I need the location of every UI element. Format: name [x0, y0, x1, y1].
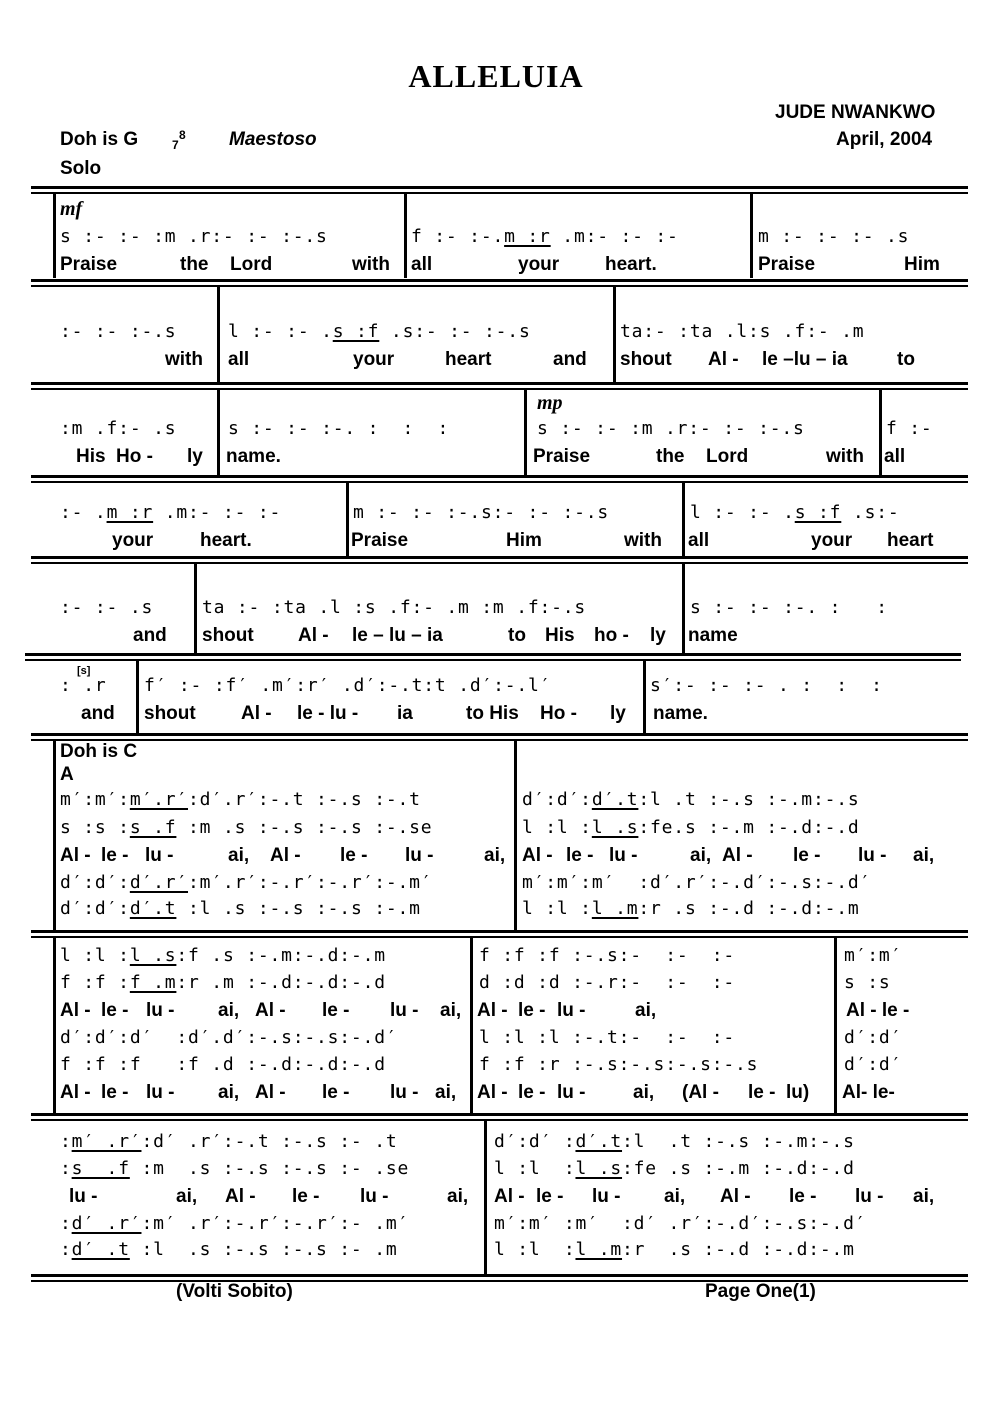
lyric: shout: [144, 703, 196, 724]
lyric: heart: [445, 349, 492, 370]
lyric: Praise: [60, 254, 118, 275]
solfa-line: [494, 1158, 855, 1180]
lyric: le -: [322, 1000, 350, 1021]
lyric: Al -: [477, 1082, 508, 1103]
lyric: Al -: [722, 845, 753, 866]
lyric: lu -: [69, 1186, 98, 1207]
solfa-slur: d′.t: [575, 1131, 623, 1152]
solfa-line: [522, 872, 871, 894]
lyric: shout: [202, 625, 254, 646]
solfa-seg: :d′ .r′:-.t :-.s :- .t: [141, 1131, 398, 1152]
solfa-slur: l .s: [129, 945, 177, 966]
solfa-seg: l :- :- .: [690, 502, 795, 523]
lyric: all: [411, 254, 433, 275]
solfa-seg: l :l :: [494, 1239, 576, 1260]
solfa-line: [60, 1158, 409, 1180]
lyric: lu -: [146, 1000, 175, 1021]
lyric: (Al -: [682, 1082, 719, 1103]
superscript-note: [s]: [77, 665, 91, 677]
lyric: Praise: [351, 530, 409, 551]
solfa-line: [228, 321, 531, 343]
lyric: heart.: [200, 530, 252, 551]
solfa-line: [60, 1131, 397, 1153]
lyric: ia: [397, 703, 413, 724]
staff-rule: [31, 388, 968, 390]
bar-line: [194, 563, 197, 653]
solfa-line: f′ :- :f′ .m′:r′ .d′:-.t:t .d′:-.l′: [144, 675, 552, 696]
lyric: lu -: [146, 1082, 175, 1103]
lyric: name.: [653, 703, 708, 724]
lyric: to: [897, 349, 915, 370]
section-label: A: [60, 764, 74, 785]
lyric: Al -: [255, 1082, 286, 1103]
solfa-seg: .s:-: [841, 502, 900, 523]
bar-line: [514, 740, 517, 930]
lyric: Al -: [477, 1000, 508, 1021]
lyric: the: [656, 446, 685, 467]
bar-line: [834, 937, 837, 1113]
staff-rule: [31, 739, 968, 741]
lyric: lu -: [592, 1186, 621, 1207]
solfa-seg: :r .m :-.d:-.d:-.d: [176, 972, 386, 993]
key-change: Doh is C: [60, 741, 138, 762]
lyric: lu -: [405, 845, 434, 866]
solfa-line: ta :- :ta .l :s .f:- .m :m .f:-.s: [202, 597, 587, 618]
staff-rule: [25, 653, 961, 656]
dynamic-mp: mp: [537, 392, 563, 414]
solfa-line: :- :- .s: [60, 597, 154, 618]
lyric: Al -: [720, 1186, 751, 1207]
lyric: your: [811, 530, 853, 551]
lyric: Al -: [522, 845, 553, 866]
staff-rule: [31, 481, 968, 483]
lyric: ho -: [594, 625, 629, 646]
staff-rule: [31, 382, 968, 385]
staff-rule: [31, 1119, 968, 1121]
lyric: Al -: [270, 845, 301, 866]
lyric: ai,: [913, 1186, 935, 1207]
lyric: your: [353, 349, 395, 370]
lyric: Lord: [706, 446, 749, 467]
lyric: heart.: [605, 254, 657, 275]
lyric: ai,: [440, 1000, 462, 1021]
solfa-seg: d′:d′:: [60, 872, 130, 893]
lyric: ly: [650, 625, 666, 646]
solfa-line: [60, 817, 432, 839]
solfa-slur: m′.r′: [129, 789, 189, 810]
solfa-line: :- :- :-.s: [60, 321, 177, 342]
staff-rule: [31, 936, 968, 938]
lyric: le -: [101, 1000, 129, 1021]
lyric: and: [553, 349, 587, 370]
solfa-line: d :d :d :-.r:- :- :-: [479, 972, 736, 993]
solfa-seg: :l .s :-.s :-.s :-.m: [176, 898, 421, 919]
lyric: ai,: [228, 845, 250, 866]
solfa-line: d′:d′: [844, 1027, 903, 1048]
lyric: Al -: [60, 845, 91, 866]
lyric: shout: [620, 349, 672, 370]
bar-line: [682, 563, 685, 653]
lyric: His: [76, 446, 106, 467]
solfa-seg: d′:d′:: [60, 898, 130, 919]
solfa-line: [60, 1027, 397, 1049]
solfa-seg: m′:m′:m′ :d′.r′:-.d′:-.s:-.d′: [522, 872, 872, 893]
key-signature: Doh is G: [60, 129, 139, 150]
solfa-seg: :- .: [60, 502, 107, 523]
lyric: ai,: [218, 1000, 240, 1021]
solfa-seg: m′:m′:: [60, 789, 130, 810]
solfa-line: s :- :- :-. : :: [690, 597, 888, 618]
bar-line: [750, 193, 753, 278]
solfa-line: s′:- :- :- . : : :: [650, 675, 883, 696]
solfa-line: [60, 945, 386, 967]
solfa-slur: d′.r′: [129, 872, 189, 893]
bar-line: [524, 389, 527, 475]
lyric: lu -: [855, 1186, 884, 1207]
bar-line: [136, 660, 139, 734]
lyric: le -: [566, 845, 594, 866]
solfa-seg: d′:d′ :: [494, 1131, 576, 1152]
footer-volti: (Volti Sobito): [176, 1281, 293, 1302]
lyric: to: [508, 625, 526, 646]
solfa-slur: m′ .r′: [71, 1131, 142, 1152]
solfa-slur: s :f: [332, 321, 380, 342]
solfa-slur: s .f: [71, 1158, 130, 1179]
lyric: Him: [506, 530, 542, 551]
solfa-seg: m′:m′ :m′ :d′ .r′:-.d′:-.s:-.d′: [494, 1213, 867, 1234]
bar-line: [470, 937, 473, 1113]
lyric: Al - le -: [846, 1000, 910, 1021]
solfa-seg: l :l :: [522, 898, 592, 919]
time-sig-bottom: 7: [172, 138, 179, 152]
solfa-slur: d′ .r′: [71, 1213, 142, 1234]
solfa-slur: l .m: [575, 1239, 623, 1260]
lyric: le -: [748, 1082, 776, 1103]
lyric: your: [518, 254, 560, 275]
lyric: the: [180, 254, 209, 275]
lyric: His: [545, 625, 575, 646]
lyric: ai,: [435, 1082, 457, 1103]
solfa-seg: :fe.s :-.m :-.d:-.d: [638, 817, 860, 838]
staff-rule: [31, 285, 968, 287]
solfa-slur: s .f: [129, 817, 177, 838]
solfa-seg: :f .s :-.m:-.d:-.m: [176, 945, 386, 966]
lyric: with: [352, 254, 390, 275]
solfa-line: [494, 1131, 855, 1153]
staff-rule: [31, 192, 968, 194]
solfa-seg: :l .t :-.s :-.m:-.s: [622, 1131, 855, 1152]
solfa-line: f :-: [886, 418, 933, 439]
solfa-line: [60, 1054, 386, 1076]
solfa-line: :m .f:- .s: [60, 418, 177, 439]
solfa-line: [494, 1239, 855, 1261]
staff-rule: [31, 1280, 968, 1282]
time-sig-top: 8: [179, 128, 186, 142]
solfa-line: d′:d′: [844, 1054, 903, 1075]
page-title: ALLELUIA: [408, 58, 584, 94]
lyric: lu -: [557, 1082, 586, 1103]
lyric: lu -: [609, 845, 638, 866]
solfa-line: f :f :r :-.s:-.s:-.s:-.s: [479, 1054, 759, 1075]
solfa-seg: :: [60, 1239, 72, 1260]
solfa-seg: .m:- :- :-: [550, 226, 679, 247]
solfa-line: [690, 502, 899, 524]
solfa-line: : .r: [60, 675, 107, 696]
solfa-seg: :l .t :-.s :-.m:-.s: [638, 789, 860, 810]
staff-rule: [31, 279, 968, 282]
lyric: all: [228, 349, 250, 370]
bar-line: [217, 389, 220, 475]
solfa-seg: :: [60, 1213, 72, 1234]
bar-line: [404, 193, 407, 278]
solfa-seg: d′:d′:: [522, 789, 592, 810]
lyric: Al -: [255, 1000, 286, 1021]
voice-label: Solo: [60, 158, 102, 179]
solfa-seg: :m .s :-.s :-.s :- .se: [129, 1158, 410, 1179]
bar-line: [613, 286, 616, 382]
bar-line: [682, 482, 685, 556]
solfa-line: s :- :- :-. : : :: [228, 418, 450, 439]
solfa-line: [60, 872, 432, 894]
lyric: with: [826, 446, 864, 467]
lyric: lu -: [390, 1000, 419, 1021]
lyric: all: [688, 530, 710, 551]
lyric: all: [884, 446, 906, 467]
lyric: le -: [793, 845, 821, 866]
solfa-line: [60, 972, 386, 994]
staff-rule: [31, 186, 968, 189]
lyric: lu -: [145, 845, 174, 866]
lyric: le – lu – ia: [352, 625, 443, 646]
solfa-line: s :s: [844, 972, 891, 993]
solfa-seg: .s:- :- :-.s: [379, 321, 531, 342]
lyric: lu -: [360, 1186, 389, 1207]
solfa-line: ta:- :ta .l:s .f:- .m: [620, 321, 865, 342]
solfa-seg: :: [60, 1131, 72, 1152]
lyric: your: [112, 530, 154, 551]
lyric: le -: [518, 1082, 546, 1103]
staff-rule: [31, 1113, 968, 1116]
staff-rule: [25, 659, 961, 661]
solfa-seg: :r .s :-.d :-.d:-.m: [622, 1239, 855, 1260]
solfa-line: [522, 817, 860, 839]
solfa-seg: f :- :-.: [411, 226, 505, 247]
lyric: ai,: [484, 845, 506, 866]
solfa-line: s :- :- :m .r:- :- :-.s: [60, 226, 328, 247]
solfa-seg: :fe .s :-.m :-.d:-.d: [622, 1158, 855, 1179]
lyric: and: [81, 703, 115, 724]
bar-line: [346, 482, 349, 556]
lyric: Al -: [60, 1082, 91, 1103]
solfa-line: m :- :- :-.s:- :- :-.s: [353, 502, 610, 523]
lyric: le -: [322, 1082, 350, 1103]
lyric: le -: [518, 1000, 546, 1021]
solfa-line: [60, 789, 421, 811]
solfa-line: f :f :f :-.s:- :- :-: [479, 945, 736, 966]
solfa-slur: d′ .t: [71, 1239, 130, 1260]
solfa-slur: l .s: [591, 817, 639, 838]
lyric: Al -: [298, 625, 329, 646]
solfa-slur: m :r: [504, 226, 551, 247]
solfa-seg: s :s :: [60, 817, 130, 838]
bar-line: [879, 389, 882, 475]
solfa-line: [60, 898, 421, 920]
solfa-seg: .m:- :- :-: [153, 502, 282, 523]
staff-rule: [31, 733, 968, 736]
lyric: name.: [226, 446, 281, 467]
lyric: Al -: [241, 703, 272, 724]
lyric: le -: [101, 845, 129, 866]
solfa-slur: d′.t: [591, 789, 639, 810]
lyric: ai,: [218, 1082, 240, 1103]
lyric: ly: [187, 446, 203, 467]
staff-rule: [31, 556, 968, 559]
lyric: ly: [610, 703, 626, 724]
lyric: le - lu -: [297, 703, 359, 724]
bar-line: [53, 193, 56, 278]
solfa-line: l :l :l :-.t:- :- :-: [479, 1027, 736, 1048]
bar-line: [53, 740, 56, 930]
lyric: Al -: [60, 1000, 91, 1021]
solfa-seg: :m′ .r′:-.r′:-.r′:- .m′: [141, 1213, 410, 1234]
bar-line: [217, 286, 220, 382]
lyric: Him: [904, 254, 940, 275]
bar-line: [484, 1120, 487, 1274]
lyric: ai,: [913, 845, 935, 866]
lyric: Lord: [230, 254, 273, 275]
solfa-seg: l :l :: [522, 817, 592, 838]
lyric: ai,: [664, 1186, 686, 1207]
lyric: and: [133, 625, 167, 646]
solfa-line: [494, 1213, 866, 1235]
solfa-seg: l :l :: [60, 945, 130, 966]
lyric: lu -: [390, 1082, 419, 1103]
solfa-seg: l :- :- .: [228, 321, 333, 342]
lyric: ai,: [633, 1082, 655, 1103]
lyric: le –lu – ia: [762, 349, 848, 370]
lyric: le -: [789, 1186, 817, 1207]
solfa-seg: :: [60, 1158, 72, 1179]
lyric: Al -: [494, 1186, 525, 1207]
solfa-seg: d′:d′:d′ :d′.d′:-.s:-.s:-.d′: [60, 1027, 398, 1048]
solfa-seg: l :l :: [494, 1158, 576, 1179]
staff-rule: [31, 475, 968, 478]
solfa-line: m :- :- :- .s: [758, 226, 910, 247]
solfa-seg: f :f :f :f .d :-.d:-.d:-.d: [60, 1054, 386, 1075]
lyric: ai,: [447, 1186, 469, 1207]
lyric: Praise: [533, 446, 591, 467]
lyric: Praise: [758, 254, 816, 275]
lyric: Ho -: [540, 703, 577, 724]
solfa-slur: f .m: [129, 972, 177, 993]
solfa-line: m′:m′: [844, 945, 903, 966]
solfa-seg: :l .s :-.s :-.s :- .m: [129, 1239, 398, 1260]
solfa-slur: d′.t: [129, 898, 177, 919]
lyric: le -: [292, 1186, 320, 1207]
lyric: name: [688, 625, 738, 646]
lyric: Al -: [225, 1186, 256, 1207]
lyric: ai,: [635, 1000, 657, 1021]
solfa-line: [522, 789, 860, 811]
solfa-slur: l .m: [591, 898, 639, 919]
bar-line: [53, 937, 56, 1113]
staff-rule: [31, 930, 968, 933]
solfa-line: [60, 1213, 409, 1235]
solfa-slur: l .s: [575, 1158, 623, 1179]
solfa-line: [522, 898, 860, 920]
lyric: ai,: [690, 845, 712, 866]
lyric: to His: [466, 703, 519, 724]
dynamic-mf: mf: [60, 198, 83, 220]
lyric: le -: [340, 845, 368, 866]
lyric: ai,: [176, 1186, 198, 1207]
lyric: with: [624, 530, 662, 551]
solfa-seg: :m′.r′:-.r′:-.r′:-.m′: [188, 872, 433, 893]
lyric: Ho -: [116, 446, 153, 467]
bar-line: [643, 660, 646, 734]
lyric: with: [165, 349, 203, 370]
solfa-line: [60, 1239, 397, 1261]
lyric: lu -: [557, 1000, 586, 1021]
lyric: lu): [786, 1082, 810, 1103]
solfa-slur: m :r: [106, 502, 154, 523]
page-number: Page One(1): [705, 1281, 816, 1302]
lyric: Al -: [708, 349, 739, 370]
tempo: Maestoso: [229, 129, 317, 150]
staff-rule: [31, 1274, 968, 1277]
lyric: le -: [536, 1186, 564, 1207]
composer: JUDE NWANKWO: [775, 102, 936, 123]
staff-rule: [31, 562, 968, 564]
solfa-seg: :r .s :-.d :-.d:-.m: [638, 898, 860, 919]
lyric: Al- le-: [842, 1082, 895, 1103]
solfa-seg: f :f :: [60, 972, 130, 993]
lyric: le -: [101, 1082, 129, 1103]
solfa-line: [411, 226, 679, 248]
lyric: lu -: [858, 845, 887, 866]
lyric: heart: [887, 530, 934, 551]
solfa-line: s :- :- :m .r:- :- :-.s: [537, 418, 805, 439]
date: April, 2004: [836, 129, 933, 150]
solfa-line: [60, 502, 281, 524]
solfa-seg: :d′.r′:-.t :-.s :-.t: [188, 789, 421, 810]
solfa-slur: s :f: [794, 502, 842, 523]
solfa-seg: :m .s :-.s :-.s :-.se: [176, 817, 433, 838]
